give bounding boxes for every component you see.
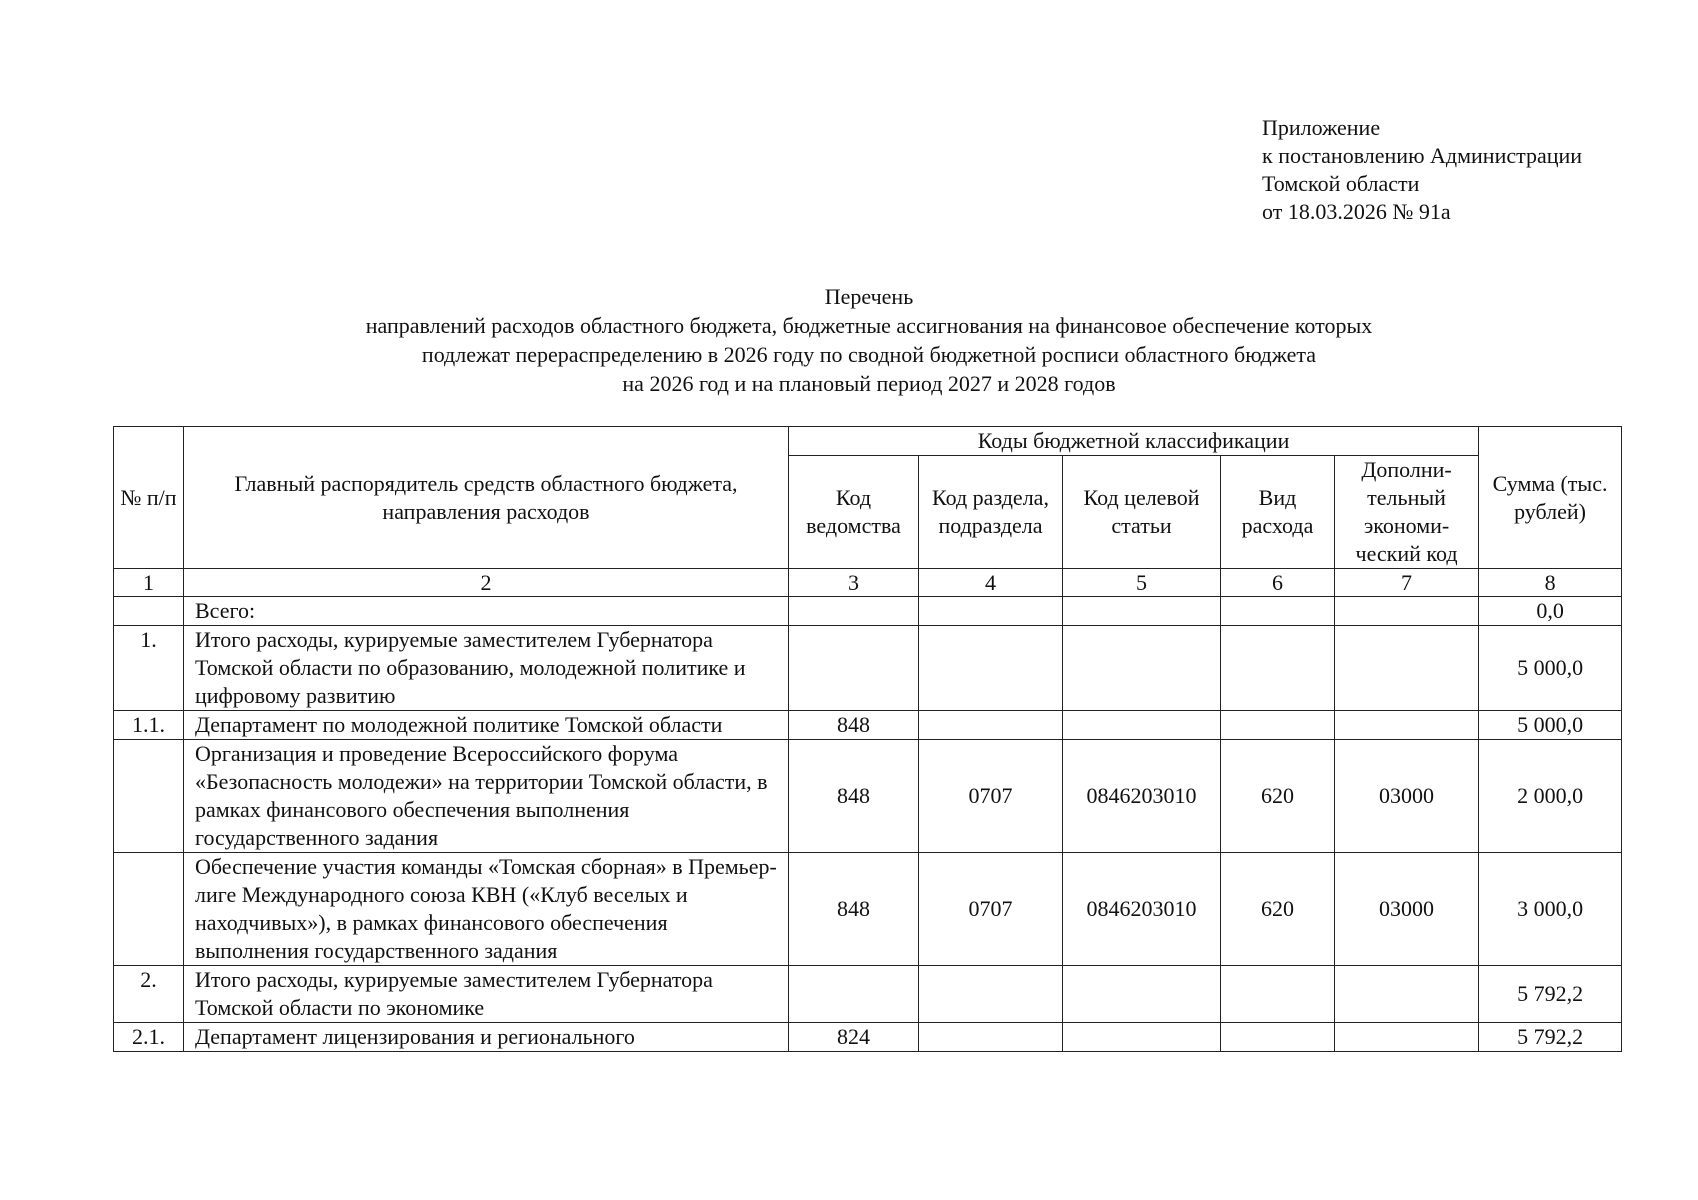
row-num: 2. xyxy=(114,966,184,1023)
table-row xyxy=(114,597,1622,626)
row-econ xyxy=(1335,1023,1479,1052)
row-target xyxy=(1063,1023,1221,1052)
row-num: 2.1. xyxy=(114,1023,184,1052)
row-dept: 848 xyxy=(789,711,919,740)
table-row xyxy=(114,711,1622,740)
appendix-line: к постановлению Администрации xyxy=(1262,143,1583,168)
row-section xyxy=(919,597,1063,626)
document-title xyxy=(0,282,1698,398)
row-section: 0707 xyxy=(919,740,1063,853)
header-sum: Сумма (тыс. рублей) xyxy=(1479,427,1622,569)
header-econ: Дополни-тельный экономи-ческий код xyxy=(1335,456,1479,569)
column-numbers-row xyxy=(114,569,1622,597)
column-number: 7 xyxy=(1335,569,1479,597)
row-section xyxy=(919,711,1063,740)
title-line: на 2026 год и на плановый период 2027 и 2028 годов xyxy=(622,371,1116,396)
row-exp-type xyxy=(1221,626,1335,711)
header-section: Код раздела, подраздела xyxy=(919,456,1063,569)
row-sum: 5 792,2 xyxy=(1479,1023,1622,1052)
title-line: направлений расходов областного бюджета, бюджетные ассигнования на финансовое обеспечение которых xyxy=(365,313,1373,338)
column-number: 2 xyxy=(184,569,789,597)
row-target xyxy=(1063,597,1221,626)
row-target: 0846203010 xyxy=(1063,740,1221,853)
column-number: 1 xyxy=(114,569,184,597)
column-number: 6 xyxy=(1221,569,1335,597)
row-exp-type xyxy=(1221,597,1335,626)
row-name: Итого расходы, курируемые заместителем Губернатора Томской области по экономике xyxy=(184,966,789,1023)
row-target: 0846203010 xyxy=(1063,853,1221,966)
row-section xyxy=(919,626,1063,711)
row-dept: 824 xyxy=(789,1023,919,1052)
row-econ xyxy=(1335,597,1479,626)
header-exp-type: Вид расхода xyxy=(1221,456,1335,569)
column-number: 4 xyxy=(919,569,1063,597)
column-number: 8 xyxy=(1479,569,1622,597)
row-num xyxy=(114,597,184,626)
appendix-line: от 18.03.2026 № 91а xyxy=(1262,199,1451,224)
row-exp-type: 620 xyxy=(1221,740,1335,853)
budget-table xyxy=(113,426,1622,1052)
title-line: подлежат перераспределению в 2026 году по сводной бюджетной росписи областного бюджета xyxy=(421,342,1317,367)
row-econ: 03000 xyxy=(1335,853,1479,966)
row-section: 0707 xyxy=(919,853,1063,966)
row-sum: 5 000,0 xyxy=(1479,626,1622,711)
row-exp-type: 620 xyxy=(1221,853,1335,966)
appendix-line: Томской области xyxy=(1262,171,1420,196)
header-row xyxy=(114,427,1622,456)
title-line: Перечень xyxy=(824,284,914,309)
row-name: Департамент по молодежной политике Томской области xyxy=(184,711,789,740)
table-row xyxy=(114,740,1622,853)
row-econ xyxy=(1335,626,1479,711)
row-name: Департамент лицензирования и регионального xyxy=(184,1023,789,1052)
row-sum: 5 792,2 xyxy=(1479,966,1622,1023)
row-num: 1. xyxy=(114,626,184,711)
row-sum: 5 000,0 xyxy=(1479,711,1622,740)
row-target xyxy=(1063,711,1221,740)
row-sum: 2 000,0 xyxy=(1479,740,1622,853)
row-sum: 0,0 xyxy=(1479,597,1622,626)
row-econ xyxy=(1335,711,1479,740)
row-name: Организация и проведение Всероссийского форума «Безопасность молодежи» на территории Томской области, в рамках финансового обеспечения выполнения государственного задания xyxy=(184,740,789,853)
table-row xyxy=(114,626,1622,711)
row-dept xyxy=(789,966,919,1023)
row-name: Обеспечение участия команды «Томская сборная» в Премьер-лиге Международного союза КВН («Клуб веселых и находчивых»), в рамках финансового обеспечения выполнения государственного задания xyxy=(184,853,789,966)
row-num: 1.1. xyxy=(114,711,184,740)
row-dept xyxy=(789,626,919,711)
row-section xyxy=(919,966,1063,1023)
table-row xyxy=(114,853,1622,966)
table-row xyxy=(114,966,1622,1023)
header-name: Главный распорядитель средств областного бюджета, направления расходов xyxy=(184,427,789,569)
row-name: Всего: xyxy=(184,597,789,626)
row-target xyxy=(1063,626,1221,711)
row-num xyxy=(114,740,184,853)
row-dept: 848 xyxy=(789,740,919,853)
column-number: 5 xyxy=(1063,569,1221,597)
table-row xyxy=(114,1023,1622,1052)
row-num xyxy=(114,853,184,966)
row-dept xyxy=(789,597,919,626)
row-econ: 03000 xyxy=(1335,740,1479,853)
column-number: 3 xyxy=(789,569,919,597)
header-codes-group: Коды бюджетной классификации xyxy=(789,427,1479,456)
appendix-block xyxy=(1262,114,1582,226)
row-section xyxy=(919,1023,1063,1052)
row-sum: 3 000,0 xyxy=(1479,853,1622,966)
header-num: № п/п xyxy=(114,427,184,569)
row-dept: 848 xyxy=(789,853,919,966)
header-dept: Код ведомства xyxy=(789,456,919,569)
row-name: Итого расходы, курируемые заместителем Губернатора Томской области по образованию, молодежной политике и цифровому развитию xyxy=(184,626,789,711)
appendix-line: Приложение xyxy=(1262,115,1381,140)
row-exp-type xyxy=(1221,1023,1335,1052)
row-econ xyxy=(1335,966,1479,1023)
header-target: Код целевой статьи xyxy=(1063,456,1221,569)
row-exp-type xyxy=(1221,711,1335,740)
row-exp-type xyxy=(1221,966,1335,1023)
row-target xyxy=(1063,966,1221,1023)
